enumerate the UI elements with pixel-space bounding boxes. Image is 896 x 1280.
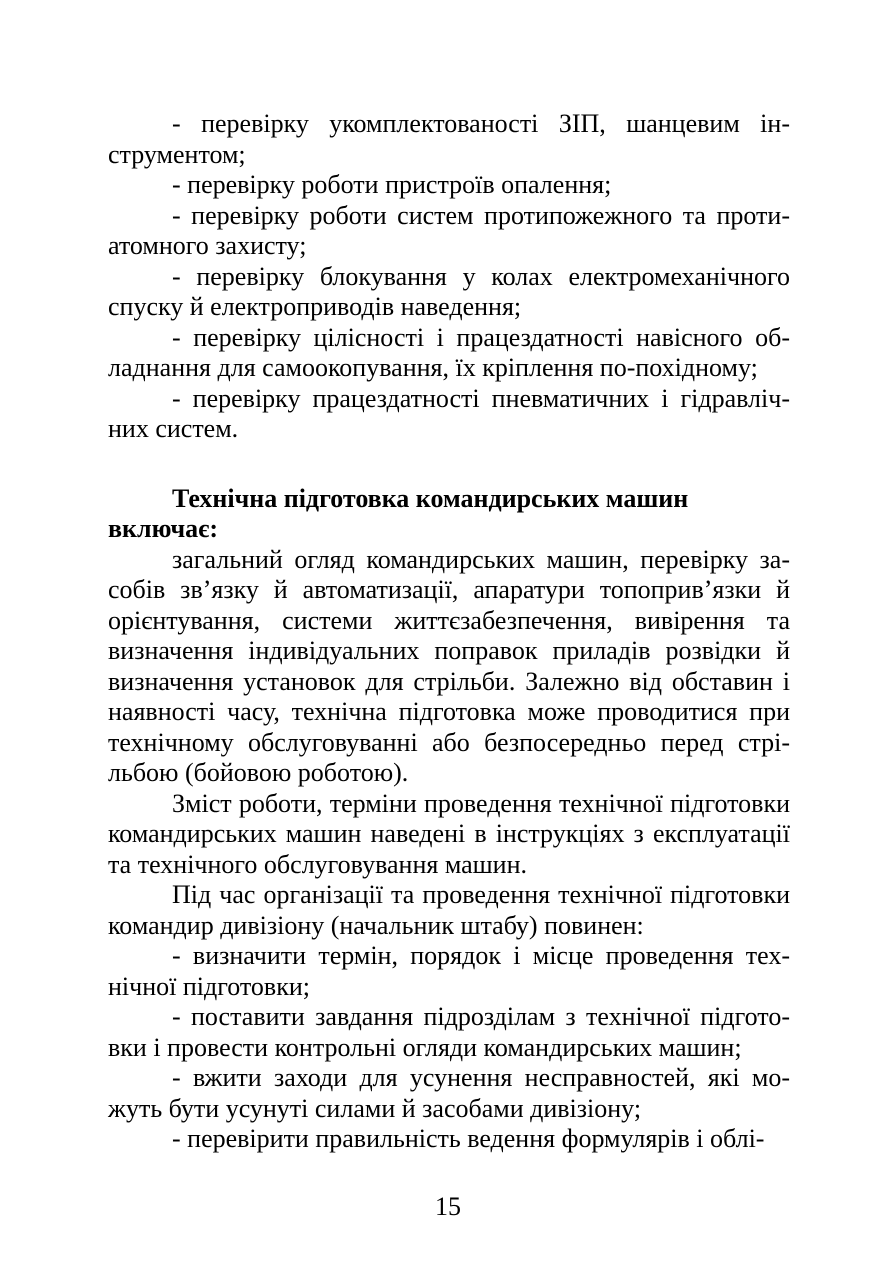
list-item: - перевірити правильність ведення формулярів і облі- <box>172 1124 765 1153</box>
list-item: - перевірку цілісності і працездатності навісного обладнання для самоокопування, їх кріплення по-похідному; <box>108 322 790 382</box>
body-paragraph: Зміст роботи, терміни проведення технічної підготовки командирських машин наведені в інструкціях з експлуатації та технічного обслуговування машин. <box>108 788 790 879</box>
list-item: - перевірку блокування у колах електромеханічного спуску й електроприводів наведення; <box>108 261 790 321</box>
list-item: - перевірку роботи пристроїв опалення; <box>172 170 612 199</box>
list-item: - перевірку роботи систем протипожежного та протиатомного захисту; <box>108 200 790 260</box>
page-number: 15 <box>435 1192 461 1221</box>
list-item: - визначити термін, порядок і місце проведення технічної підготовки; <box>108 941 790 1001</box>
body-paragraph: загальний огляд командирських машин, перевірку засобів зв’язку й автоматизації, апаратури топоприв’язки й орієнтування, системи життєзабезпечення, вивірення та визначення індивідуальних поправок приладів розвідки й визначення установок для стрільби. Залежно від обставин і наявності часу, технічна підготовка може проводитися при технічному обслуговуванні або безпосередньо перед стрільбою (бойовою роботою). <box>108 544 790 787</box>
section-heading <box>108 484 790 545</box>
section-heading-line1: Технічна підготовка командирських машин <box>172 483 689 513</box>
list-item: - вжити заходи для усунення несправностей, які можуть бути усунуті силами й засобами дивізіону; <box>108 1063 790 1123</box>
list-item: - поставити завдання підрозділам з технічної підготовки і провести контрольні огляди командирських машин; <box>108 1002 790 1062</box>
section-spacer <box>108 445 790 484</box>
body-paragraph: Під час організації та проведення технічної підготовки командир дивізіону (начальник штабу) повинен: <box>108 880 790 940</box>
page-body <box>108 109 790 1155</box>
list-item: - перевірку укомплектованості ЗІП, шанцевим інструментом; <box>108 109 790 169</box>
list-item: - перевірку працездатності пневматичних і гідравлічних систем. <box>108 383 790 443</box>
section-heading-line2: включає: <box>108 514 219 543</box>
